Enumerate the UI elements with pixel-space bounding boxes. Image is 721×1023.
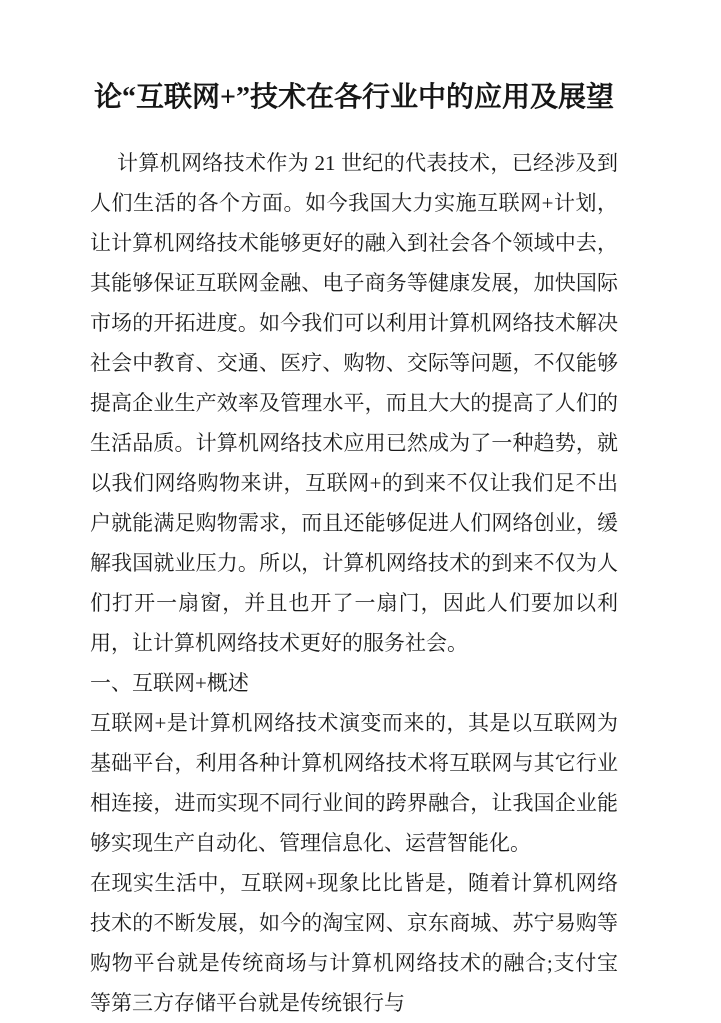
paragraph-intro: 计算机网络技术作为 21 世纪的代表技术，已经涉及到人们生活的各个方面。如今我国大力实施互联网+计划，让计算机网络技术能够更好的融入到社会各个领域中去，其能够保证互联网金融、电子商务等健康发展，加快国际市场的开拓进度。如今我们可以利用计算机网络技术解决社会中教育、交通、医疗、购物、交际等问题，不仅能够提高企业生产效率及管理水平，而且大大的提高了人们的生活品质。计算机网络技术应用已然成为了一种趋势，就以我们网络购物来讲，互联网+的到来不仅让我们足不出户就能满足购物需求，而且还能够促进人们网络创业，缓解我国就业压力。所以，计算机网络技术的到来不仅为人们打开一扇窗，并且也开了一扇门，因此人们要加以利用，让计算机网络技术更好的服务社会。 [90,151,618,655]
section-heading-overview: 一、互联网+概述 [90,671,249,695]
paragraph-examples: 在现实生活中，互联网+现象比比皆是，随着计算机网络技术的不断发展，如今的淘宝网、京东商城、苏宁易购等购物平台就是传统商场与计算机网络技术的融合;支付宝等第三方存储平台就是传统银行与 [90,871,618,1015]
document-title: 论“互联网+”技术在各行业中的应用及展望 [94,82,614,113]
paragraph-definition: 互联网+是计算机网络技术演变而来的，其是以互联网为基础平台，利用各种计算机网络技术将互联网与其它行业相连接，进而实现不同行业间的跨界融合，让我国企业能够实现生产自动化、管理信息化、运营智能化。 [90,711,618,855]
